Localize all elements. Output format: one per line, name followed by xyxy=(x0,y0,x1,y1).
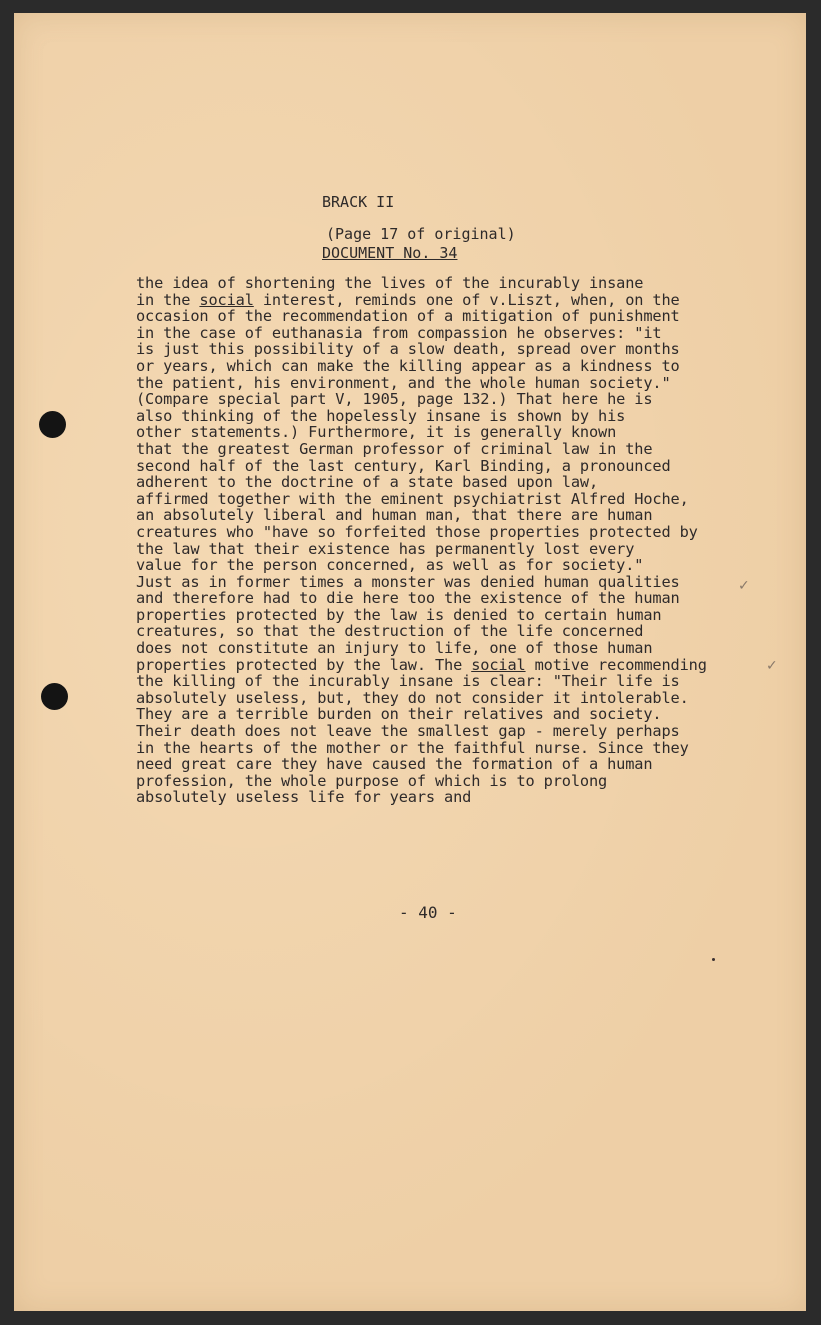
document-page xyxy=(14,13,806,1311)
underlined-word: social xyxy=(199,290,254,309)
underlined-word: social xyxy=(471,655,526,674)
body-line: They are a terrible burden on their relatives and society. xyxy=(136,705,662,724)
body-line: Just as in former times a monster was denied human qualities xyxy=(136,572,680,591)
page-reference: (Page 17 of original) xyxy=(326,225,516,243)
body-line: in the case of euthanasia from compassion he observes: "it xyxy=(136,323,662,342)
body-line: does not constitute an injury to life, one of those human xyxy=(136,639,653,658)
body-line: creatures who "have so forfeited those properties protected by xyxy=(136,522,698,541)
case-title: BRACK II xyxy=(322,193,395,211)
body-line: profession, the whole purpose of which is to prolong xyxy=(136,771,608,790)
body-line: affirmed together with the eminent psychiatrist Alfred Hoche, xyxy=(136,489,689,508)
body-line: is just this possibility of a slow death, spread over months xyxy=(136,340,680,359)
body-line: in the social interest, reminds one of v.Liszt, when, on the xyxy=(136,290,680,309)
body-line: (Compare special part V, 1905, page 132.) That here he is xyxy=(136,390,653,409)
body-line: properties protected by the law is denied to certain human xyxy=(136,605,662,624)
body-line: adherent to the doctrine of a state based upon law, xyxy=(136,473,599,492)
body-line: Their death does not leave the smallest gap - merely perhaps xyxy=(136,722,680,741)
body-line: or years, which can make the killing appear as a kindness to xyxy=(136,356,680,375)
body-line: second half of the last century, Karl Binding, a pronounced xyxy=(136,456,671,475)
body-line: in the hearts of the mother or the faithful nurse. Since they xyxy=(136,738,689,757)
body-line: an absolutely liberal and human man, that there are human xyxy=(136,506,653,525)
punch-hole-bottom xyxy=(41,683,68,710)
body-line: creatures, so that the destruction of the life concerned xyxy=(136,622,644,641)
body-line: the idea of shortening the lives of the incurably insane xyxy=(136,274,644,292)
body-line: the killing of the incurably insane is clear: "Their life is xyxy=(136,672,680,691)
margin-check-mark: ✓ xyxy=(738,578,750,594)
ink-speck xyxy=(712,958,715,961)
body-line: the patient, his environment, and the whole human society." xyxy=(136,373,671,392)
body-line: the law that their existence has permanently lost every xyxy=(136,539,635,558)
body-line: also thinking of the hopelessly insane is shown by his xyxy=(136,406,626,425)
body-line: occasion of the recommendation of a mitigation of punishment xyxy=(136,307,680,326)
body-line: other statements.) Furthermore, it is generally known xyxy=(136,423,617,442)
body-line: absolutely useless life for years and xyxy=(136,788,472,807)
body-line: absolutely useless, but, they do not consider it intolerable. xyxy=(136,688,689,707)
body-line: value for the person concerned, as well as for society." xyxy=(136,556,644,575)
body-line: properties protected by the law. The social motive recommending xyxy=(136,655,707,674)
body-line: that the greatest German professor of criminal law in the xyxy=(136,439,653,458)
body-line: and therefore had to die here too the existence of the human xyxy=(136,589,680,608)
document-number: DOCUMENT No. 34 xyxy=(322,244,458,262)
punch-hole-top xyxy=(39,411,66,438)
body-text xyxy=(136,275,796,806)
margin-check-mark: ✓ xyxy=(766,658,778,674)
body-line: need great care they have caused the formation of a human xyxy=(136,755,653,774)
page-number: - 40 - xyxy=(399,903,457,922)
